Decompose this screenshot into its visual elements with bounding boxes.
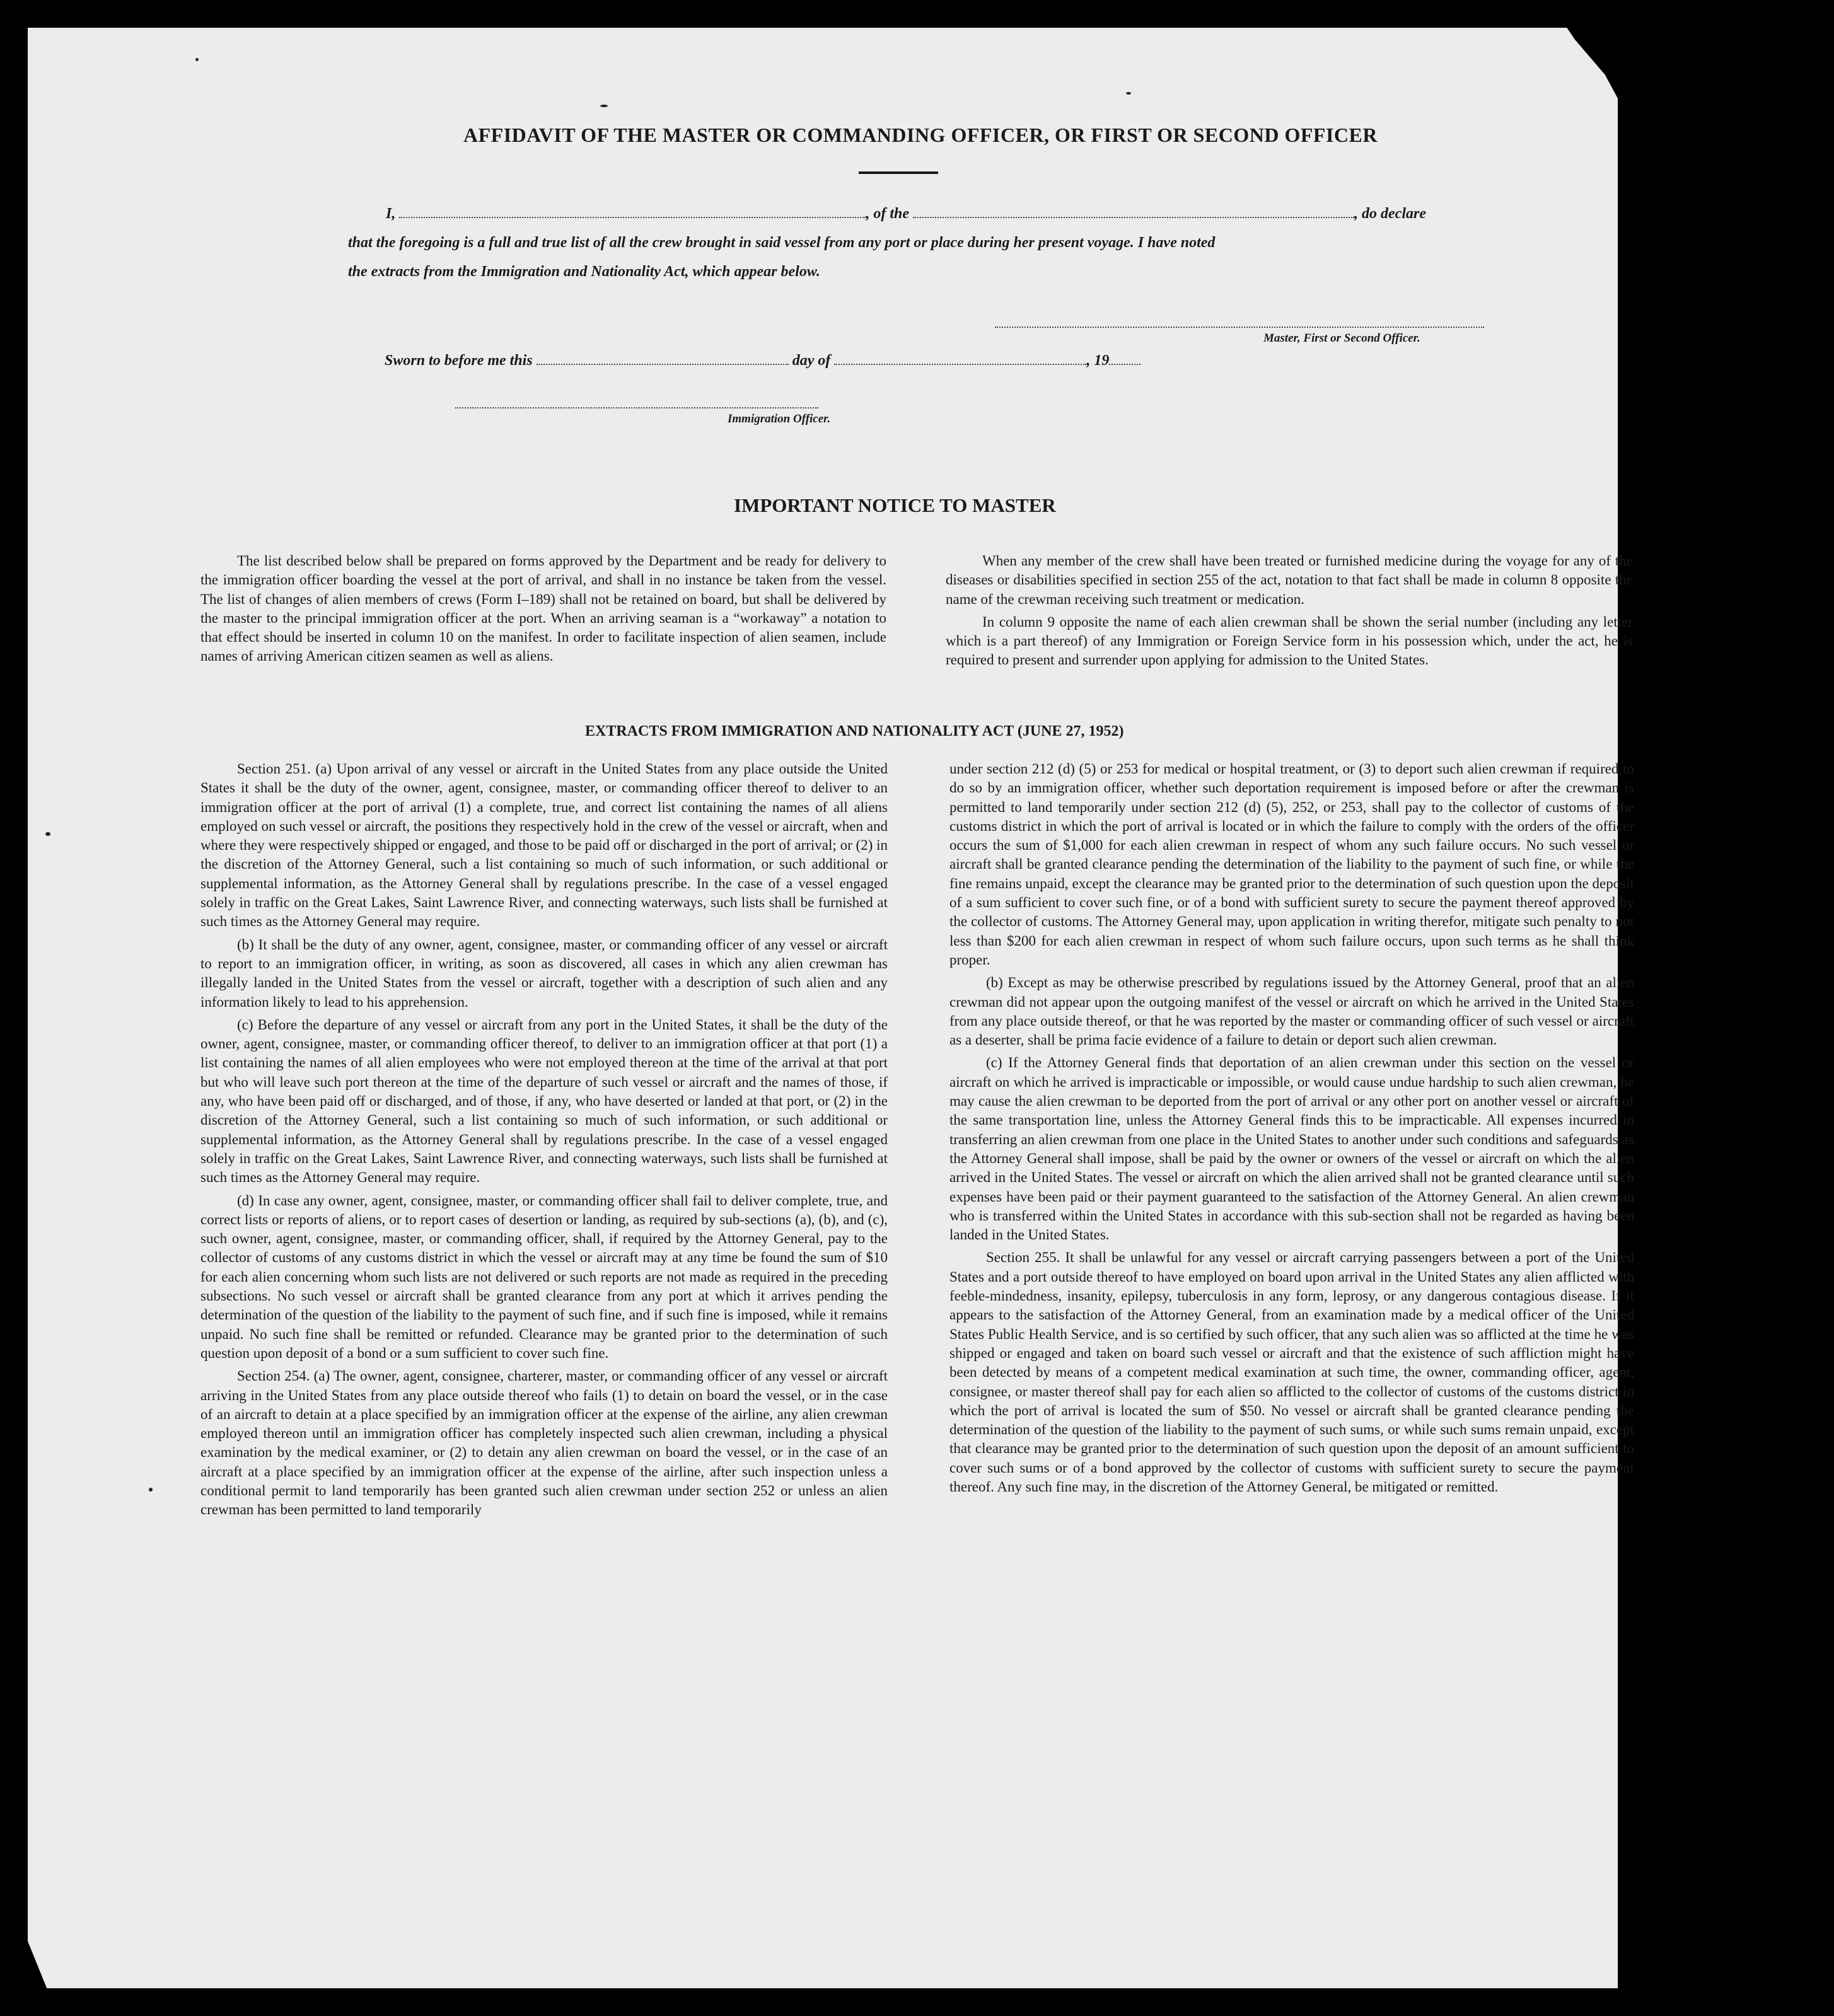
name-field[interactable]: [399, 216, 866, 218]
master-signature-caption: Master, First or Second Officer.: [1263, 332, 1420, 345]
punch-hole: [1700, 200, 1734, 234]
notice-left-paragraph: The list described below shall be prepared on forms approved by the Department and be ready for delivery to the immigration officer boarding the vessel at the port of arrival, and shall in no instance be taken from the vessel. The list of changes of alien members of crews (Form I–189) shall not be retained on board, but shall be delivered by the master to the principal immigration officer at the port. When an arriving seaman is a “workaway” a notation to that effect should be inserted in column 10 on the manifest. In order to facilitate inspection of alien seamen, include names of arriving American citizen seamen as well as aliens.: [200, 553, 886, 664]
year-label: , 19: [1086, 352, 1110, 369]
scan-speck: [195, 58, 199, 61]
extracts-heading: EXTRACTS FROM IMMIGRATION AND NATIONALITY ACT (JUNE 27, 1952): [585, 723, 1124, 739]
officer-signature-field[interactable]: [455, 407, 818, 408]
vessel-field[interactable]: [913, 216, 1354, 218]
punch-hole: [1700, 300, 1734, 334]
sworn-month-field[interactable]: [834, 363, 1086, 365]
punch-hole: [1700, 715, 1734, 749]
scan-speck: [45, 832, 50, 836]
sworn-line: [385, 352, 1140, 369]
do-declare-label: , do declare: [1354, 206, 1426, 222]
extract-paragraph: Section 251. (a) Upon arrival of any vessel or aircraft in the United States from any place outside the United States it shall be the duty of the owner, agent, consignee, master, or commanding officer thereof to deliver to an immigration officer at the port of arrival (1) a complete, true, and correct list containing the names of all aliens employed on such vessel or aircraft, the positions they respectively hold in the crew of the vessel or aircraft, when and where they were respectively shipped or engaged, and those to be paid off or discharged in the port of arrival; or (2) in the discretion of the Attorney General, such a list containing so much of such information, or such additional or supplemental information, as the Attorney General shall by regulations prescribe. In the case of a vessel engaged solely in traffic on the Great Lakes, Saint Lawrence River, and connecting waterways, such lists shall be furnished at such times as the Attorney General may require.: [200, 761, 888, 930]
extract-paragraph: Section 254. (a) The owner, agent, consignee, charterer, master, or commanding officer of any vessel or aircraft arriving in the United States from any place outside thereof who fails (1) to detain on board the vessel, or in the case of an aircraft to detain at a place specified by an immigration officer at the expense of the airline, any alien crewman employed thereon until an immigration officer has completely inspected such alien crewman, including a physical examination by the medical examiner, or (2) to detain any alien crewman on board the vessel, or in the case of an aircraft at a place specified by an immigration officer at the expense of the airline, after such inspection unless a conditional permit to land temporarily has been granted such alien crewman under section 252 or unless an alien crewman has been permitted to land temporarily: [200, 1368, 888, 1518]
notice-right-paragraph: When any member of the crew shall have been treated or furnished medicine during the voyage for any of the diseases or disabilities specified in section 255 of the act, notation to that fact shall be made in column 8 opposite the name of the crewman receiving such treatment or medication.: [946, 553, 1633, 607]
declarant-line: [386, 206, 1426, 223]
punch-hole: [1700, 611, 1734, 646]
punch-hole: [1700, 1398, 1734, 1432]
punch-hole: [1700, 1812, 1734, 1846]
scan-speck: [600, 105, 608, 107]
day-of-label: day of: [792, 352, 831, 369]
affidavit-title: AFFIDAVIT OF THE MASTER OR COMMANDING OFFICER, OR FIRST OR SECOND OFFICER: [463, 124, 1378, 146]
extract-paragraph: (b) Except as may be otherwise prescribed by regulations issued by the Attorney General, proof that an alien crewman did not appear upon the outgoing manifest of the vessel or aircraft on which he arrived in the United States from any place outside thereof, or that he was reported by the master or commanding officer of such vessel or aircraft as a deserter, shall be prima facie evidence of a failure to detain or deport such alien crewman.: [949, 975, 1634, 1048]
extract-paragraph: (c) Before the departure of any vessel or aircraft from any port in the United States, it shall be the duty of the owner, agent, consignee, master, or commanding officer thereof, to deliver to an immigration officer at that port (1) a list containing the names of all alien employees who were not employed thereon at the time of the arrival at that port but who will leave such port thereon at the time of the departure of such vessel or aircraft and the names of those, if any, who have been paid off or discharged, and of those, if any, who have deserted or landed at that port, or (2) in the discretion of the Attorney General, such a list containing so much of such information, or such additional or supplemental information, as the Attorney General shall by regulations prescribe. In the case of a vessel engaged solely in traffic on the Great Lakes, Saint Lawrence River, and connecting waterways, such lists shall be furnished at such times as the Attorney General may require.: [200, 1016, 888, 1186]
of-the-label: , of the: [866, 206, 910, 222]
scan-speck: [1126, 92, 1131, 95]
extract-paragraph: (c) If the Attorney General finds that deportation of an alien crewman under this section on the vessel or aircraft on which he arrived is impracticable or impossible, or would cause undue hardship to such alien crewman, he may cause the alien crewman to be deported from the port of arrival or any other port on another vessel or aircraft of the same transportation line, unless the Attorney General finds this to be impracticable. All expenses incurred in transferring an alien crewman from one place in the United States to another under such conditions and safeguards as the Attorney General shall impose, shall be paid by the owner or owners of the vessel or aircraft on which the alien arrived in the United States. The vessel or aircraft on which the alien arrived shall not be granted clearance until such expenses have been paid or their payment guaranteed to the satisfaction of the Attorney General. An alien crewman who is transferred within the United States in accordance with this sub-section shall not be regarded as having been landed in the United States.: [949, 1055, 1634, 1243]
extracts-left-column: [200, 760, 888, 1524]
i-label: I,: [386, 206, 396, 222]
notice-right-column: [946, 552, 1633, 674]
extract-paragraph: under section 212 (d) (5) or 253 for medical or hospital treatment, or (3) to deport such alien crewman if required to do so by an immigration officer, whether such deportation requirement is imposed before or after the crewman is permitted to land temporarily under section 212 (d) (5), 252, or 253, shall pay to the collector of customs of the customs district in which the port of arrival is located or in which the failure to comply with the orders of the officer occurs the sum of $1,000 for each alien crewman in respect of whom any such failure occurs. No such vessel or aircraft shall be granted clearance pending the determination of the liability to the payment of such fine, or while the fine remains unpaid, except the clearance may be granted prior to the determination of such question upon the deposit of a sum sufficient to cover such fine, or of a bond with sufficient surety to secure the payment thereof approved by the collector of customs. The Attorney General may, upon application in writing therefor, mitigate such penalty to not less than $200 for each alien crewman in respect of whom such failure occurs, upon such terms as he shall think proper.: [949, 761, 1634, 968]
declaration-line-1: that the foregoing is a full and true list of all the crew brought in said vessel from any port or place during her present voyage. I have noted: [348, 235, 1216, 251]
notice-right-paragraph: In column 9 opposite the name of each alien crewman shall be shown the serial number (including any letter which is a part thereof) of any Immigration or Foreign Service form in his possession which, under the act, he is required to present and surrender upon applying for admission to the United States.: [946, 613, 1633, 668]
punch-hole: [1700, 1294, 1734, 1328]
master-signature-field[interactable]: [995, 326, 1484, 328]
notice-heading: IMPORTANT NOTICE TO MASTER: [734, 494, 1056, 516]
extract-paragraph: (d) In case any owner, agent, consignee, master, or commanding officer shall fail to deliver complete, true, and correct lists or reports of aliens, or to report cases of desertion or landing, as required by sub-sections (a), (b), and (c), such owner, agent, consignee, master, or commanding officer, shall, if required by the Attorney General, pay to the collector of customs of any customs district in which the vessel or aircraft may at any time be found the sum of $10 for each alien concerning whom such lists are not delivered or such reports are not made as required in the preceding subsections. No such vessel or aircraft shall be granted clearance from any port at which it arrives pending the determination of the question of the liability to the payment of such fine, and if such fine is imposed, while it remains unpaid. No such fine shall be remitted or refunded. Clearance may be granted prior to the determination of such question upon deposit of a bond or a sum sufficient to cover such fine.: [200, 1192, 888, 1361]
punch-hole: [1700, 1709, 1734, 1743]
title-rule: [859, 171, 938, 174]
sworn-label: Sworn to before me this: [385, 352, 533, 369]
sworn-day-field[interactable]: [537, 363, 789, 365]
declaration-line-2: the extracts from the Immigration and Nationality Act, which appear below.: [348, 264, 820, 280]
scan-speck: [149, 1488, 153, 1492]
sworn-year-field[interactable]: [1109, 363, 1140, 365]
officer-signature-caption: Immigration Officer.: [728, 412, 831, 426]
notice-left-column: [200, 552, 886, 670]
extracts-right-column: [949, 760, 1634, 1500]
extract-paragraph: Section 255. It shall be unlawful for any vessel or aircraft carrying passengers between a port of the United States and a port outside thereof to have employed on board upon arrival in the United States any alien afflicted with feeble-mindedness, insanity, epilepsy, tuberculosis in any form, leprosy, or any dangerous contagious disease. If it appears to the satisfaction of the Attorney General, from an examination made by a medical officer of the United States Public Health Service, and is so certified by such officer, that any such alien was so afflicted at the time he was shipped or engaged and taken on board such vessel or aircraft and that the existence of such affliction might have been detected by means of a competent medical examination at such time, the owner, commanding officer, agent, consignee, or master thereof shall pay for each alien so afflicted to the collector of customs of the customs district in which the port of arrival is located the sum of $50. No vessel or aircraft shall be granted clearance pending the determination of the question of the liability to the payment of such sums, or while such sums remain unpaid, except that clearance may be granted prior to the determination of such question upon the deposit of an amount sufficient to cover such sums or of a bond approved by the collector of customs with sufficient surety to secure the payment thereof. Any such fine may, in the discretion of the Attorney General, be mitigated or remitted.: [949, 1249, 1634, 1495]
extract-paragraph: (b) It shall be the duty of any owner, agent, consignee, master, or commanding officer of any vessel or aircraft to report to an immigration officer, in writing, as soon as discovered, all cases in which any alien crewman has illegally landed in the United States from the vessel or aircraft, together with a description of such alien and any information likely to lead to his apprehension.: [200, 936, 888, 1010]
